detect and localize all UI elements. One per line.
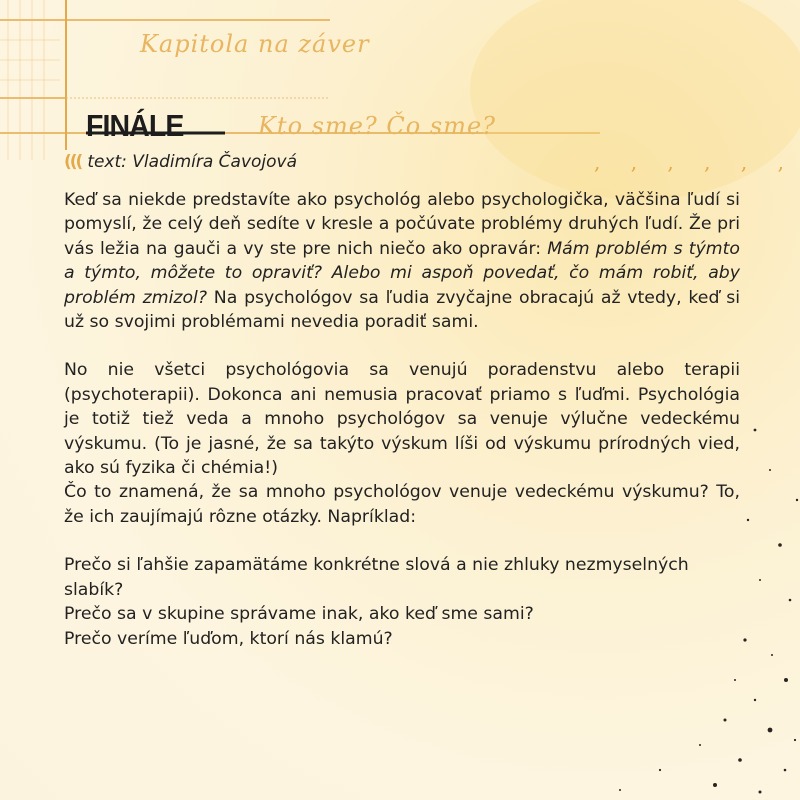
paragraph-1-text-a: Keď sa niekde predstavíte ako psychológ alebo psychologička, väčšina ľudí si pomyslí, že celý deň sedíte v kresle a počúvate problémy druhých ľudí. Že pri vás ležia na gauči a vy ste pre nich niečo ako opravár:: [64, 190, 740, 259]
paragraph-1: [64, 188, 740, 334]
author-line: [64, 152, 297, 172]
article-body: [64, 188, 740, 651]
author-credit: text: Vladimíra Čavojová: [87, 152, 298, 172]
parentheses-ornament: (((: [64, 152, 82, 172]
question-2: Prečo sa v skupine správame inak, ako keď sme sami?: [64, 604, 534, 625]
paragraph-3: Čo to znamená, že sa mnoho psychológov venuje vedeckému výskumu? To, že ich zaujímajú rôzne otázky. Napríklad:: [64, 482, 740, 527]
question-1: Prečo si ľahšie zapamätáme konkrétne slová a nie zhluky nezmyselných slabík?: [64, 555, 689, 600]
comma-ornament: , , , , , ,: [594, 150, 796, 174]
subtitle: Kto sme? Čo sme?: [258, 112, 497, 140]
paragraph-2: No nie všetci psychológovia sa venujú poradenstvu alebo terapii (psychoterapii). Dokonca ani nemusia pracovať priamo s ľuďmi. Psychológia je totiž tiež veda a mnoho psychológov sa venuje výlučne vedeckému výskumu. (To je jasné, že sa takýto výskum líši od výskumu prírodných vied, ako sú fyzika či chémia!): [64, 360, 740, 479]
chapter-label: Kapitola na záver: [140, 30, 370, 58]
question-3: Prečo veríme ľuďom, ktorí nás klamú?: [64, 628, 393, 649]
paragraph-1-italic-quote: Mám problém s týmto a týmto, môžete to opraviť? Alebo mi aspoň povedať, čo mám robiť, aby problém zmizol?: [64, 238, 740, 308]
page-title: FINÁLE: [86, 108, 184, 143]
paragraph-1-text-b: Na psychológov sa ľudia zvyčajne obracajú až vtedy, keď si už so svojimi problémami nevedia poradiť sami.: [64, 287, 741, 333]
